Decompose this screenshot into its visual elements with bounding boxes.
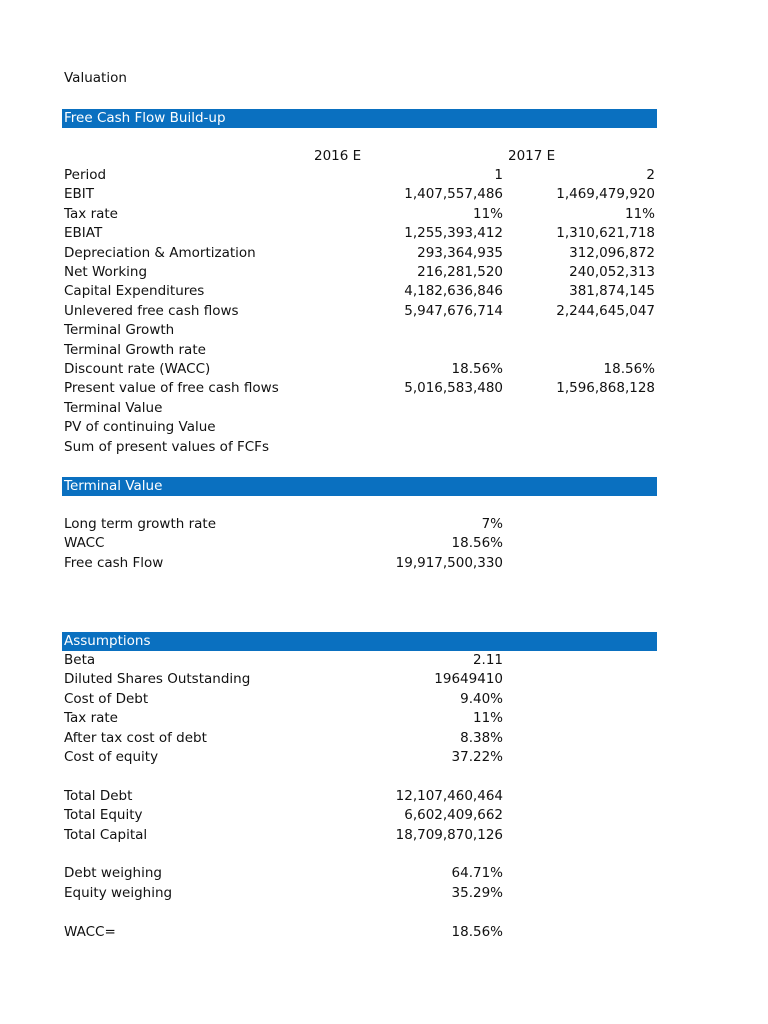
fcf-row-value-2016: 11% <box>472 206 503 222</box>
assumption-row-value: 12,107,460,464 <box>395 788 503 804</box>
fcf-row-value-2016: 4,182,636,846 <box>404 283 503 299</box>
fcf-row-value-2016: 1 <box>494 167 503 183</box>
assumption-row-value: 9.40% <box>460 691 503 707</box>
assumption-row-label: Total Capital <box>64 827 148 843</box>
assumption-row-value: 11% <box>472 710 503 726</box>
fcf-row-label: Terminal Growth <box>64 322 175 338</box>
terminal-row-label: Long term growth rate <box>64 516 217 532</box>
fcf-row-value-2017: 18.56% <box>603 361 655 377</box>
fcf-row-label: Net Working <box>64 264 148 280</box>
fcf-row-value-2017: 1,310,621,718 <box>556 225 655 241</box>
assumption-row-label: Total Equity <box>64 807 143 823</box>
assumption-row-value: 37.22% <box>451 749 503 765</box>
terminal-row-label: Free cash Flow <box>64 555 164 571</box>
year-header-2017: 2017 E <box>508 148 556 164</box>
fcf-row-value-2016: 1,407,557,486 <box>404 186 503 202</box>
fcf-row-label: Sum of present values of FCFs <box>64 439 269 455</box>
fcf-row-value-2016: 216,281,520 <box>417 264 503 280</box>
assumption-row-value: 18.56% <box>451 924 503 940</box>
year-header-2016: 2016 E <box>314 148 362 164</box>
fcf-row-value-2017: 240,052,313 <box>569 264 655 280</box>
assumption-row-label: Diluted Shares Outstanding <box>64 671 251 687</box>
fcf-row-label: Present value of free cash flows <box>64 380 279 396</box>
fcf-row-value-2016: 18.56% <box>451 361 503 377</box>
fcf-row-value-2016: 293,364,935 <box>417 245 503 261</box>
fcf-row-label: Terminal Value <box>64 400 163 416</box>
assumption-row-value: 35.29% <box>451 885 503 901</box>
fcf-row-value-2016: 5,947,676,714 <box>404 303 503 319</box>
fcf-row-label: PV of continuing Value <box>64 419 216 435</box>
assumption-row-label: WACC= <box>64 924 116 940</box>
assumption-row-label: Cost of Debt <box>64 691 149 707</box>
fcf-row-value-2017: 2,244,645,047 <box>556 303 655 319</box>
assumption-row-value: 8.38% <box>460 730 503 746</box>
assumption-row-value: 64.71% <box>451 865 503 881</box>
assumption-row-value: 2.11 <box>472 652 503 668</box>
terminal-row-label: WACC <box>64 535 105 551</box>
fcf-row-value-2017: 2 <box>646 167 655 183</box>
fcf-row-value-2017: 1,596,868,128 <box>556 380 655 396</box>
fcf-row-label: Terminal Growth rate <box>64 342 206 358</box>
fcf-row-value-2017: 1,469,479,920 <box>556 186 655 202</box>
assumptions-section-header: Assumptions <box>62 632 657 651</box>
fcf-row-label: Unlevered free cash flows <box>64 303 239 319</box>
terminal-row-value: 18.56% <box>451 535 503 551</box>
fcf-row-value-2016: 5,016,583,480 <box>404 380 503 396</box>
assumption-row-label: Total Debt <box>64 788 133 804</box>
assumption-row-label: Tax rate <box>64 710 118 726</box>
terminal-row-value: 19,917,500,330 <box>395 555 503 571</box>
assumption-row-label: After tax cost of debt <box>64 730 207 746</box>
assumption-row-label: Equity weighing <box>64 885 173 901</box>
fcf-row-value-2017: 381,874,145 <box>569 283 655 299</box>
fcf-row-value-2017: 11% <box>624 206 655 222</box>
fcf-row-label: EBIAT <box>64 225 103 241</box>
assumption-row-value: 19649410 <box>434 671 503 687</box>
assumption-row-value: 18,709,870,126 <box>395 827 503 843</box>
terminal-row-value: 7% <box>481 516 503 532</box>
fcf-row-label: Tax rate <box>64 206 118 222</box>
fcf-row-label: Capital Expenditures <box>64 283 205 299</box>
fcf-row-label: Depreciation & Amortization <box>64 245 256 261</box>
fcf-section-header: Free Cash Flow Build-up <box>62 109 657 128</box>
assumption-row-label: Beta <box>64 652 96 668</box>
assumption-row-label: Debt weighing <box>64 865 162 881</box>
fcf-row-label: Discount rate (WACC) <box>64 361 211 377</box>
page-title: Valuation <box>64 70 127 86</box>
terminal-section-header: Terminal Value <box>62 477 657 496</box>
fcf-row-label: EBIT <box>64 186 95 202</box>
fcf-row-label: Period <box>64 167 107 183</box>
fcf-row-value-2016: 1,255,393,412 <box>404 225 503 241</box>
assumption-row-label: Cost of equity <box>64 749 159 765</box>
assumption-row-value: 6,602,409,662 <box>404 807 503 823</box>
fcf-row-value-2017: 312,096,872 <box>569 245 655 261</box>
